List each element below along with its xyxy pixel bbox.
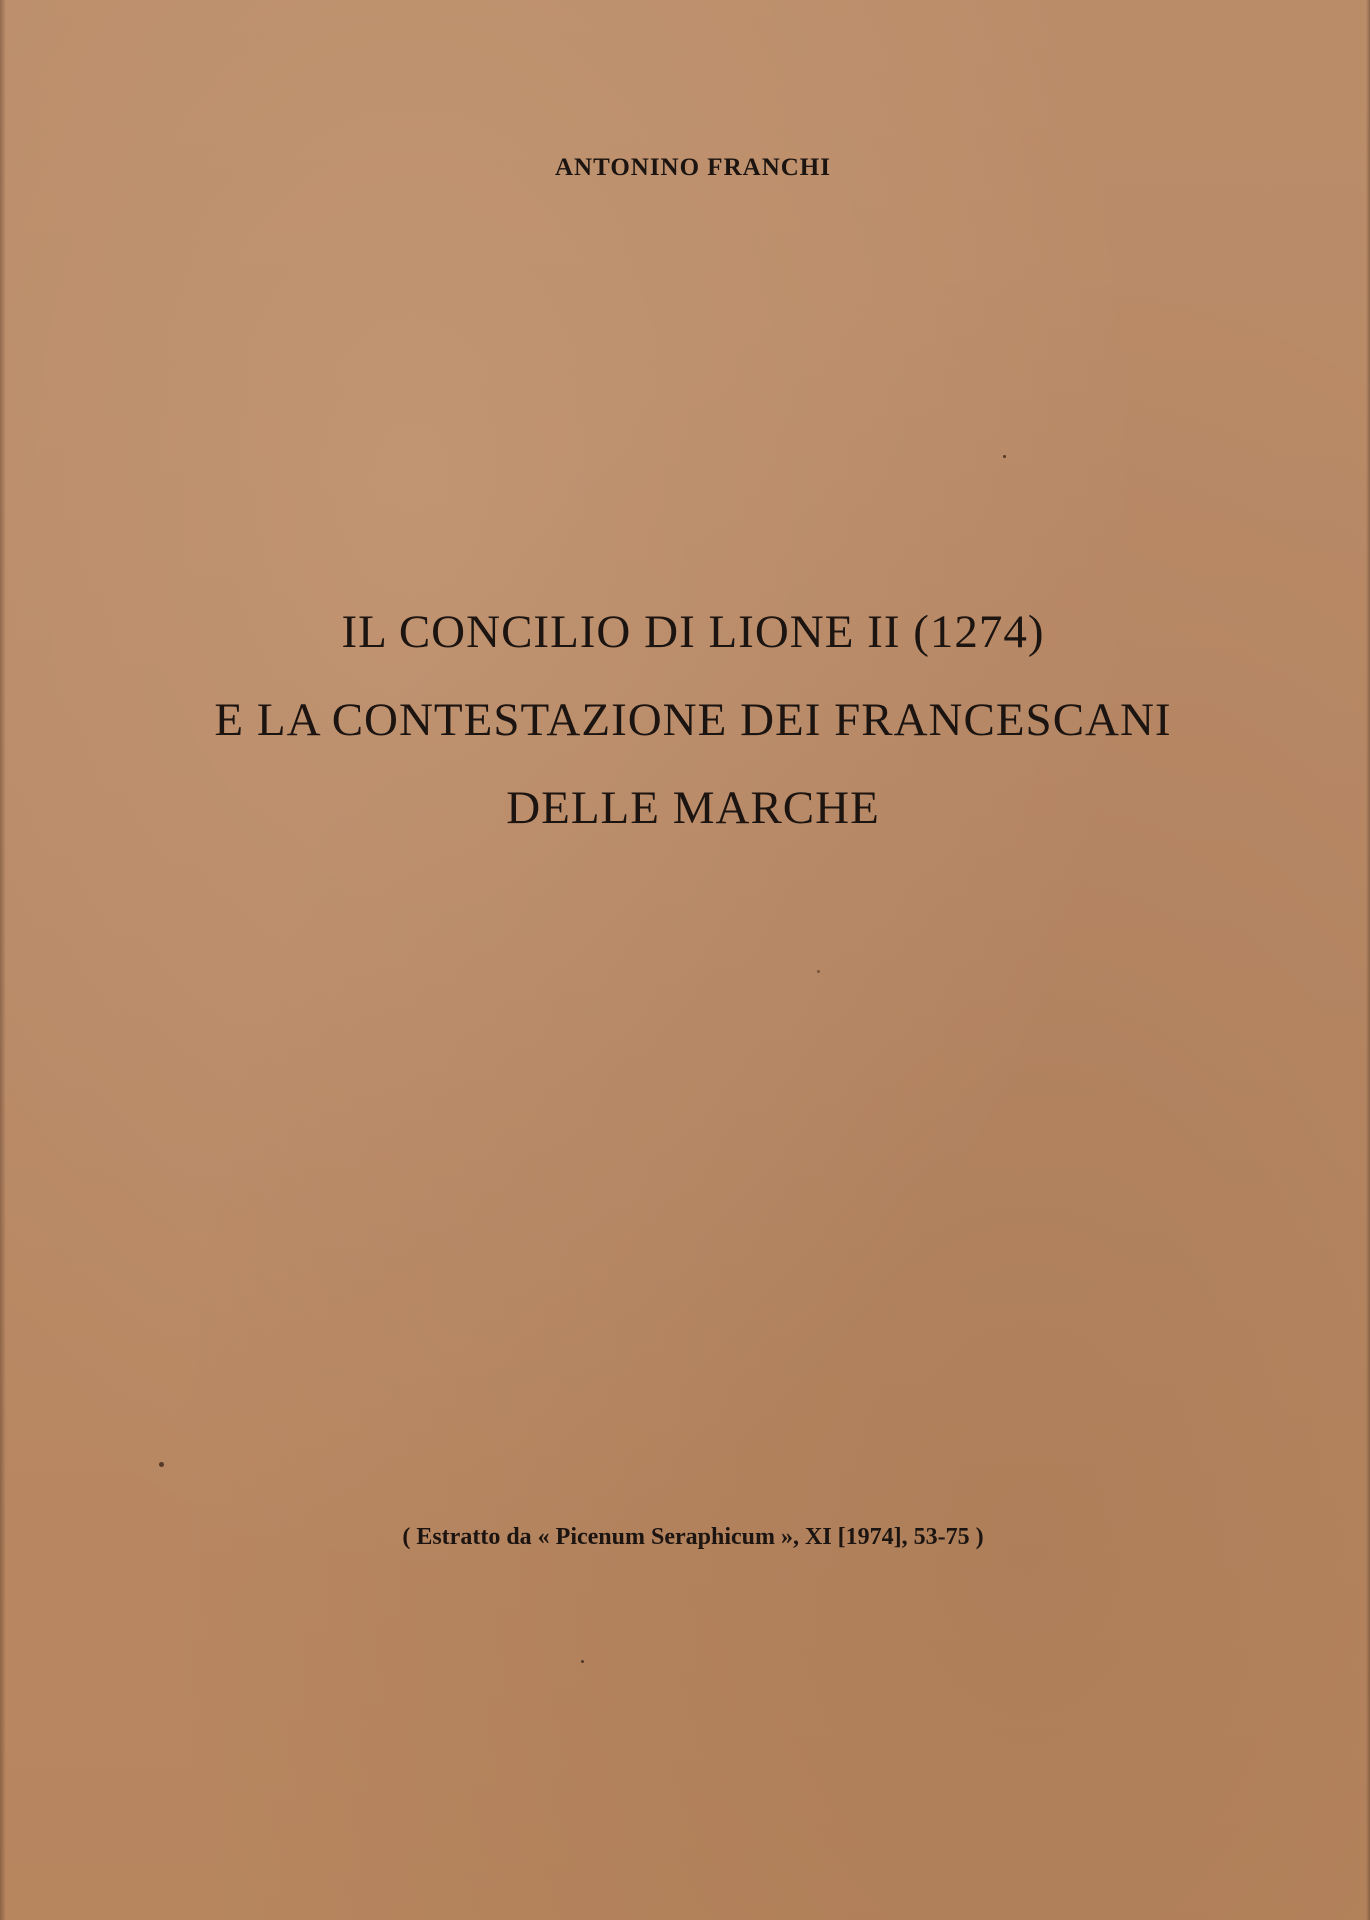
title-line-3: DELLE MARCHE: [506, 782, 880, 834]
title-line-1: IL CONCILIO DI LIONE II (1274): [341, 606, 1045, 658]
paper-speck: [159, 1462, 164, 1467]
paper-speck: [817, 970, 820, 973]
cover-right-edge: [1366, 0, 1370, 1920]
source-note: ( Estratto da « Picenum Seraphicum », XI [1974], 53-75 ): [402, 1524, 984, 1550]
paper-speck: [581, 1660, 584, 1663]
title-line-2: E LA CONTESTAZIONE DEI FRANCESCANI: [214, 694, 1172, 746]
cover-left-edge: [0, 0, 6, 1920]
author-name: ANTONINO FRANCHI: [555, 154, 831, 181]
book-title: [0, 588, 1370, 852]
paper-speck: [1003, 455, 1006, 458]
